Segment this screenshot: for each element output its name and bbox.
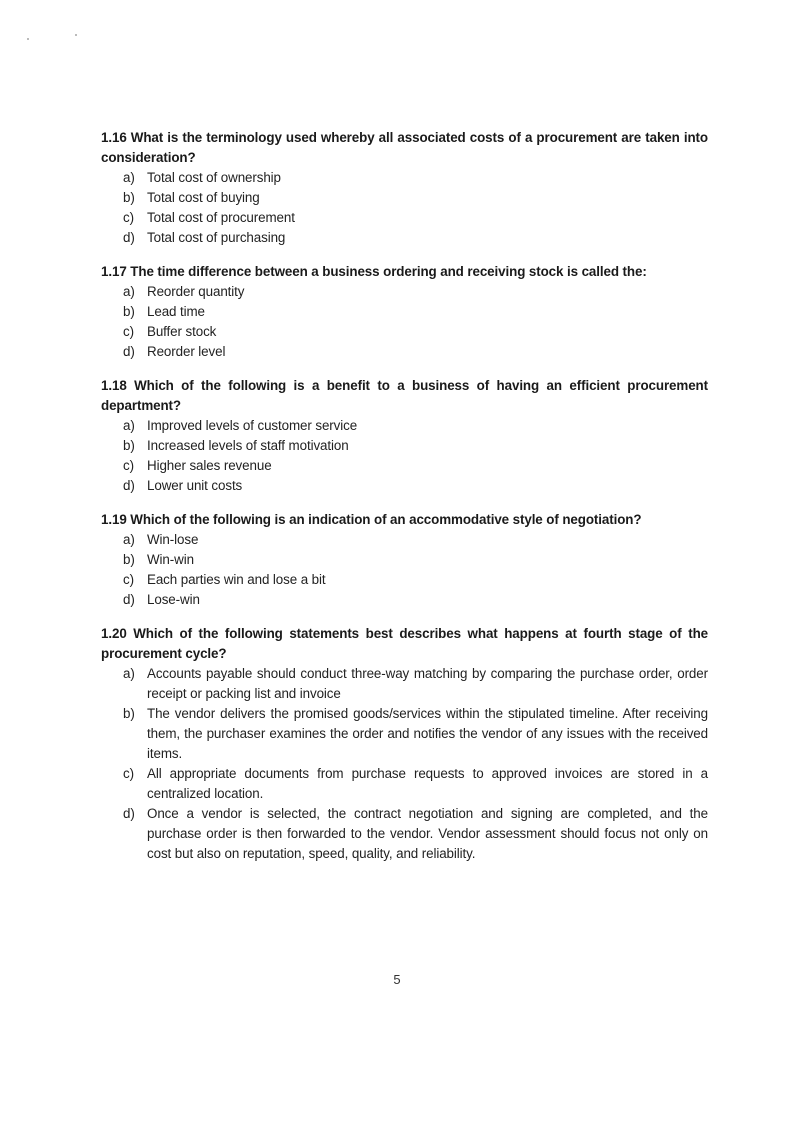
option-a (101, 416, 708, 436)
option-b (101, 302, 708, 322)
option-text: Higher sales revenue (147, 458, 272, 473)
option-a (101, 530, 708, 550)
option-text: Win-win (147, 552, 194, 567)
option-c (101, 570, 708, 590)
option-letter: d) (123, 230, 135, 245)
option-letter: c) (123, 210, 134, 225)
option-text: The vendor delivers the promised goods/services within the stipulated timeline. After receiving them, the purchaser examines the order and notifies the vendor of any issues with the received items. (147, 706, 708, 761)
option-list (101, 168, 708, 248)
option-b (101, 188, 708, 208)
question-text: 1.16 What is the terminology used whereby all associated costs of a procurement are taken into consideration? (101, 130, 708, 165)
option-letter: b) (123, 706, 135, 721)
option-letter: a) (123, 532, 135, 547)
option-letter: c) (123, 458, 134, 473)
option-letter: a) (123, 284, 135, 299)
option-letter: d) (123, 806, 135, 821)
option-d (101, 342, 708, 362)
option-text: Total cost of buying (147, 190, 260, 205)
option-d (101, 476, 708, 496)
option-text: Improved levels of customer service (147, 418, 358, 433)
option-list (101, 664, 708, 864)
option-b (101, 436, 708, 456)
page-number: 5 (393, 972, 401, 987)
option-text: Lose-win (147, 592, 200, 607)
option-letter: b) (123, 190, 135, 205)
option-text: Total cost of purchasing (147, 230, 286, 245)
option-letter: c) (123, 766, 134, 781)
question-text: 1.19 Which of the following is an indication of an accommodative style of negotiation? (101, 512, 642, 527)
option-text: Buffer stock (147, 324, 217, 339)
option-text: Lead time (147, 304, 205, 319)
option-c (101, 208, 708, 228)
option-text: Reorder quantity (147, 284, 245, 299)
option-list (101, 416, 708, 496)
option-text: Win-lose (147, 532, 199, 547)
option-letter: a) (123, 170, 135, 185)
option-text: Total cost of procurement (147, 210, 295, 225)
option-letter: d) (123, 344, 135, 359)
option-text: Accounts payable should conduct three-way matching by comparing the purchase order, order receipt or packing list and invoice (147, 666, 708, 701)
question-1-18 (101, 376, 708, 496)
option-letter: c) (123, 572, 134, 587)
option-text: Lower unit costs (147, 478, 243, 493)
option-letter: d) (123, 478, 135, 493)
option-c (101, 322, 708, 342)
question-text: 1.20 Which of the following statements best describes what happens at fourth stage of the procurement cycle? (101, 626, 708, 661)
option-d (101, 228, 708, 248)
option-letter: b) (123, 304, 135, 319)
option-d (101, 804, 708, 864)
option-text: All appropriate documents from purchase requests to approved invoices are stored in a centralized location. (147, 766, 708, 801)
option-text: Once a vendor is selected, the contract negotiation and signing are completed, and the purchase order is then forwarded to the vendor. Vendor assessment should focus not only on cost but also on reputation, speed, quality, and reliability. (147, 806, 708, 861)
option-b (101, 704, 708, 764)
option-letter: b) (123, 552, 135, 567)
option-a (101, 282, 708, 302)
option-text: Each parties win and lose a bit (147, 572, 326, 587)
option-list (101, 530, 708, 610)
option-text: Total cost of ownership (147, 170, 281, 185)
option-a (101, 168, 708, 188)
question-1-16 (101, 128, 708, 248)
question-1-20 (101, 624, 708, 864)
option-letter: a) (123, 666, 135, 681)
question-text: 1.17 The time difference between a business ordering and receiving stock is called the: (101, 264, 647, 279)
option-c (101, 764, 708, 804)
question-text: 1.18 Which of the following is a benefit to a business of having an efficient procurement department? (101, 378, 708, 413)
document-page (101, 128, 708, 879)
option-c (101, 456, 708, 476)
option-text: Reorder level (147, 344, 226, 359)
option-letter: d) (123, 592, 135, 607)
option-text: Increased levels of staff motivation (147, 438, 349, 453)
option-letter: c) (123, 324, 134, 339)
option-list (101, 282, 708, 362)
option-letter: b) (123, 438, 135, 453)
option-letter: a) (123, 418, 135, 433)
option-a (101, 664, 708, 704)
question-1-19 (101, 510, 708, 610)
question-1-17 (101, 262, 708, 362)
option-b (101, 550, 708, 570)
scan-speck (75, 34, 77, 36)
option-d (101, 590, 708, 610)
scan-speck (27, 38, 29, 40)
